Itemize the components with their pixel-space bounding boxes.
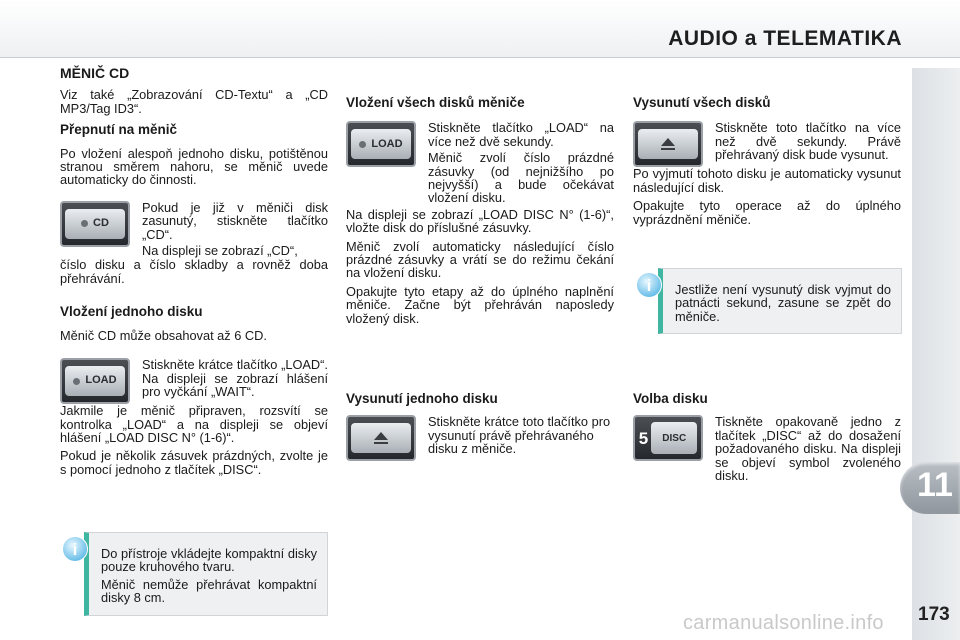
heading-select-disc: Volba disku <box>633 391 708 406</box>
load-button-image <box>346 121 416 167</box>
paragraph: Pokud je několik zásuvek prázdných, zvolte je s pomocí jednoho z tlačítek „DISC“. <box>60 448 328 477</box>
section-title: MĚNIČ CD <box>60 65 130 81</box>
column-2-lower <box>346 392 614 461</box>
disc-button-block <box>633 415 901 485</box>
heading-eject-one: Vysunutí jednoho disku <box>346 391 498 406</box>
side-tab <box>912 68 960 640</box>
paragraph: Opakujte tyto operace až do úplného vyprázdnění měniče. <box>633 198 901 227</box>
info-text: Do přístroje vkládejte kompaktní disky pouze kruhového tvaru. <box>101 546 317 575</box>
paragraph: Po vložení alespoň jednoho disku, potištěnou stranou směrem nahoru, se měnič uvede automaticky do činnosti. <box>60 145 328 188</box>
chapter-number: 11 <box>917 466 953 504</box>
load-all-button-block <box>346 121 614 207</box>
info-box-eject <box>658 268 902 334</box>
paragraph: Na displeji se zobrazí „CD“, <box>142 243 298 259</box>
intro-text: Viz také „Zobrazování CD-Textu“ a „CD MP3/Tag ID3“. <box>60 87 328 116</box>
page-header-title: AUDIO a TELEMATIKA <box>668 27 902 50</box>
page-number: 173 <box>918 604 950 625</box>
info-icon: i <box>62 536 88 562</box>
column-3-lower <box>633 392 901 485</box>
led-icon <box>73 378 80 385</box>
heading-switch-changer: Přepnutí na měnič <box>60 122 178 138</box>
load-button-block <box>60 358 328 404</box>
disc-button-image <box>633 415 703 461</box>
disc-number: 5 <box>638 428 649 448</box>
eject-one-button-block <box>346 415 614 461</box>
column-3 <box>633 96 901 231</box>
watermark: carmanualsonline.info <box>683 612 884 634</box>
load-button-image <box>60 358 130 404</box>
paragraph: Na displeji se zobrazí „LOAD DISC N° (1-6)“, vložte disk do příslušné zásuvky. <box>346 206 614 236</box>
heading-insert-one: Vložení jednoho disku <box>60 304 203 320</box>
info-text: Jestliže není vysunutý disk vyjmut do patnácti sekund, zasune se zpět do měniče. <box>675 282 891 324</box>
led-icon <box>359 141 366 148</box>
paragraph: Stiskněte tlačítko „LOAD“ na více než dvě sekundy. <box>428 120 614 149</box>
load-button-label: LOAD <box>85 374 117 387</box>
cd-button-block <box>60 201 328 261</box>
paragraph: Stiskněte krátce tlačítko „LOAD“. Na displeji se zobrazí hlášení pro vyčkání „WAIT“. <box>142 357 328 399</box>
heading-insert-all: Vložení všech disků měniče <box>346 95 525 110</box>
eject-icon <box>661 138 675 150</box>
led-icon <box>81 220 88 227</box>
eject-button-image <box>633 121 703 167</box>
cd-button-image <box>60 201 130 247</box>
eject-icon <box>374 432 388 444</box>
eject-all-button-block <box>633 121 901 167</box>
cd-button-label: CD <box>93 217 109 230</box>
info-box-discs <box>84 532 328 616</box>
paragraph: číslo disku a číslo skladby a rovněž doba přehrávání. <box>60 257 328 286</box>
info-text: Měnič nemůže přehrávat kompaktní disky 8 cm. <box>101 576 317 606</box>
paragraph: Jakmile je měnič připraven, rozsvítí se kontrolka „LOAD“ a na displeji se objeví hlášení „LOAD DISC N° (1-6)“. <box>60 403 328 445</box>
column-1 <box>60 67 328 481</box>
paragraph: Opakujte tyto etapy až do úplného naplnění měniče. Začne být přehráván naposledy vložený disk. <box>346 283 614 326</box>
paragraph: Stiskněte krátce toto tlačítko pro vysunutí právě přehrávaného disku z měniče. <box>428 414 611 457</box>
load-button-label: LOAD <box>371 137 403 150</box>
paragraph: Stiskněte toto tlačítko na více než dvě sekundy. Právě přehrávaný disk bude vysunut. <box>715 120 901 163</box>
paragraph: Pokud je již v měniči disk zasunutý, stiskněte tlačítko „CD“. <box>142 199 328 242</box>
paragraph: Po vyjmutí tohoto disku je automaticky vysunut následující disk. <box>633 166 901 195</box>
eject-button-image <box>346 415 416 461</box>
column-2 <box>346 96 614 330</box>
heading-eject-all: Vysunutí všech disků <box>633 95 771 110</box>
paragraph: Tiskněte opakovaně jedno z tlačítek „DISC“ až do dosažení požadovaného disku. Na displeji se objeví symbol zvoleného disku. <box>715 414 901 484</box>
paragraph: Měnič CD může obsahovat až 6 CD. <box>60 327 267 343</box>
paragraph: Měnič zvolí číslo prázdné zásuvky (od nejnižšího po nejvyšší) a bude očekávat vložení disku. <box>428 150 614 206</box>
info-icon: i <box>636 272 662 298</box>
disc-button-label: DISC <box>662 432 687 444</box>
paragraph: Měnič zvolí automaticky následující číslo prázdné zásuvky a vrátí se do režimu čekání na vložení disku. <box>346 238 614 281</box>
